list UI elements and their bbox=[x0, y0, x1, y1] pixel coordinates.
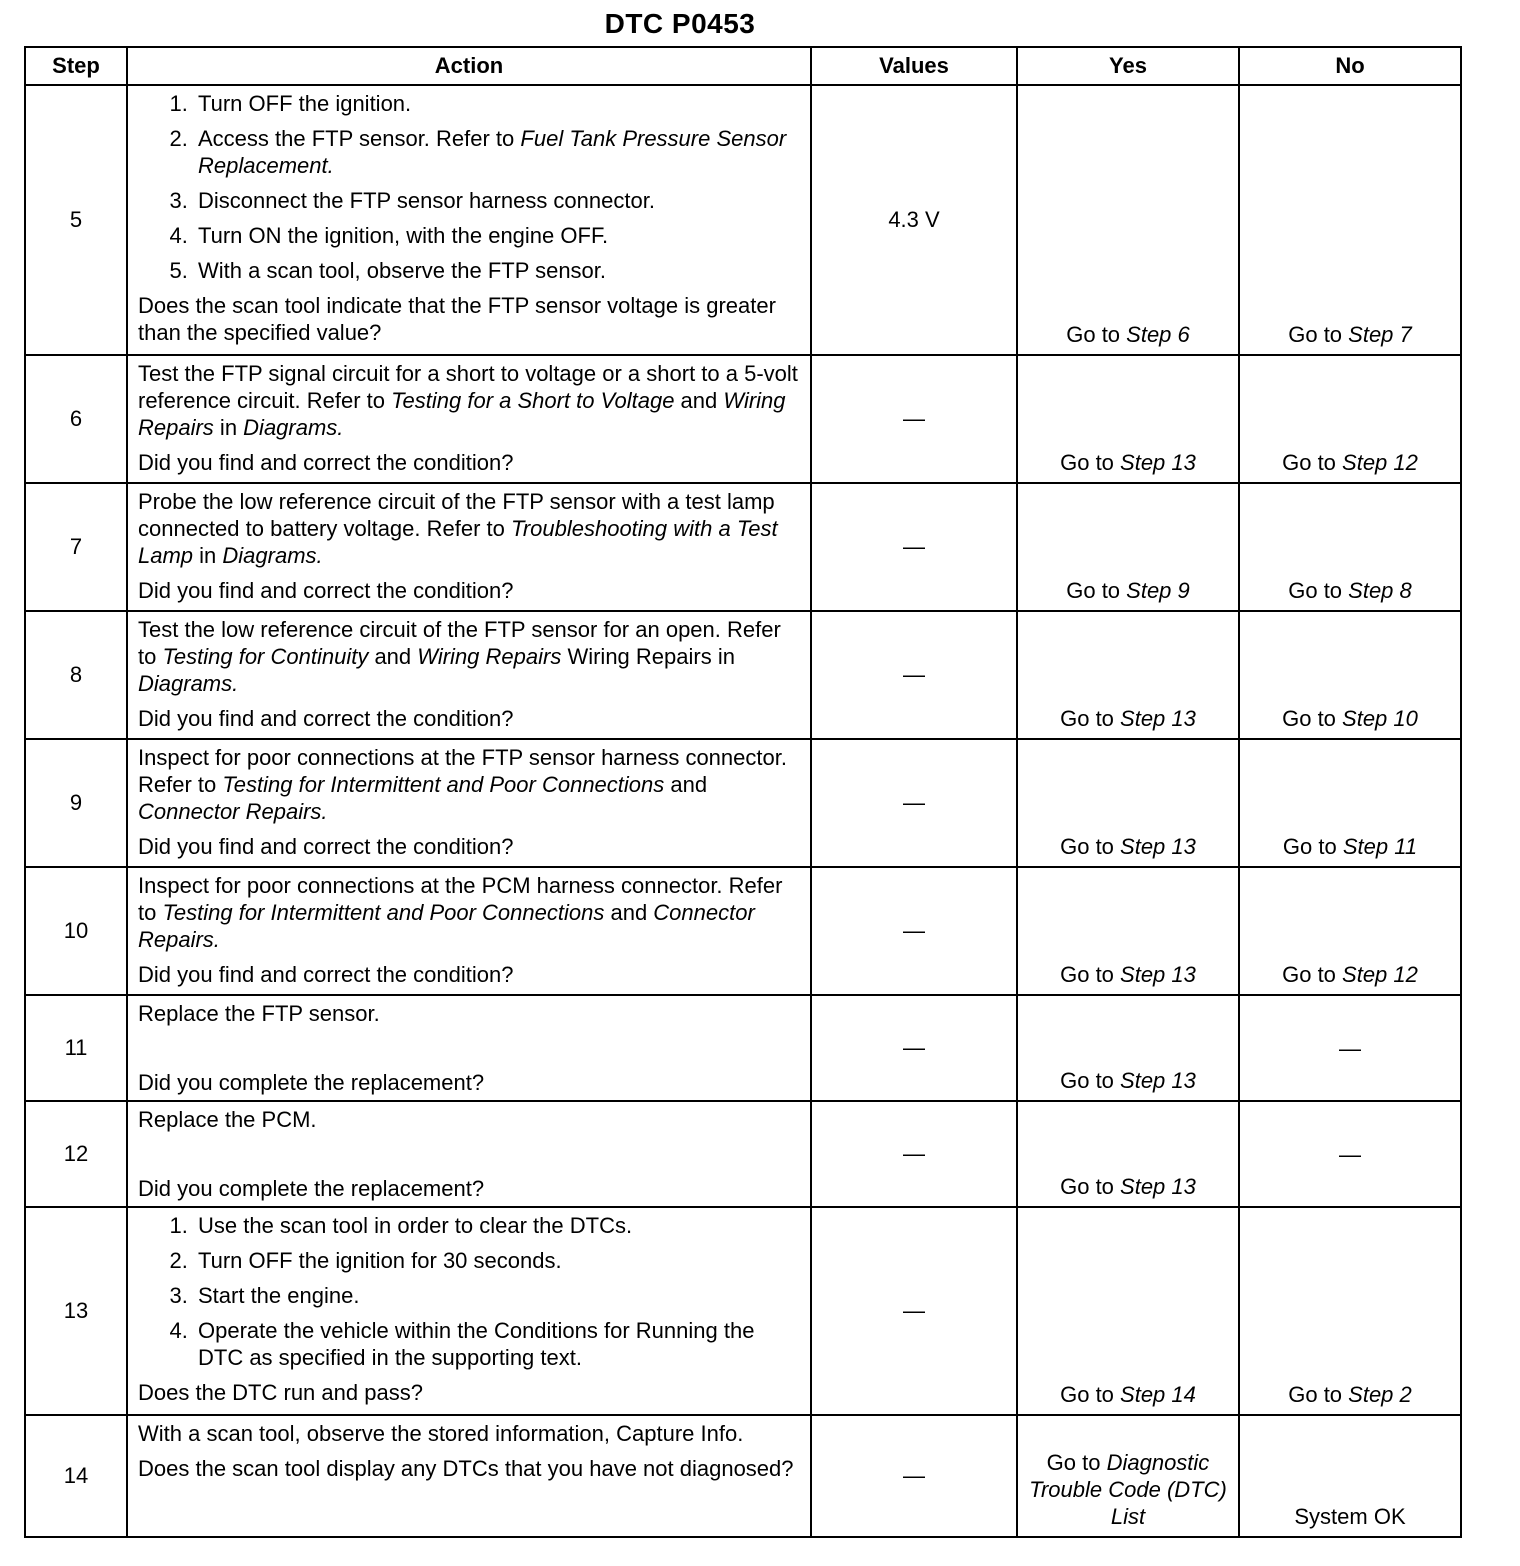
value-cell: — bbox=[811, 1415, 1017, 1537]
text-run: Use the scan tool in order to clear the DTCs. bbox=[198, 1213, 633, 1238]
step-number: 12 bbox=[25, 1101, 127, 1207]
text-run: Inspect for poor connections at the FTP sensor harness connector. Refer to bbox=[138, 745, 787, 797]
italic-reference: Step 13 bbox=[1120, 450, 1196, 475]
action-question: Did you complete the replacement? bbox=[138, 1176, 485, 1201]
italic-reference: Diagnostic Trouble Code (DTC) List bbox=[1029, 1450, 1227, 1529]
action-cell bbox=[127, 867, 811, 995]
italic-reference: Step 11 bbox=[1342, 834, 1418, 859]
italic-reference: Step 13 bbox=[1120, 962, 1196, 987]
italic-reference: Step 9 bbox=[1126, 578, 1190, 603]
action-steps-list bbox=[138, 1212, 800, 1371]
italic-reference: Testing for a Short to Voltage bbox=[391, 388, 675, 413]
action-instruction bbox=[138, 1420, 800, 1447]
text-run: Replace the FTP sensor. bbox=[138, 1001, 380, 1026]
italic-reference: Step 8 bbox=[1348, 578, 1412, 603]
italic-reference: Diagrams. bbox=[222, 543, 323, 568]
text-run: Go to bbox=[1060, 834, 1121, 859]
action-question: Did you find and correct the condition? bbox=[138, 450, 514, 475]
italic-reference: Step 10 bbox=[1342, 706, 1418, 731]
step-number: 8 bbox=[25, 611, 127, 739]
italic-reference: Wiring Repairs bbox=[138, 388, 786, 440]
action-step-item bbox=[194, 1247, 800, 1274]
yes-cell bbox=[1017, 867, 1239, 995]
text-run: Go to bbox=[1282, 450, 1343, 475]
text-run: Turn ON the ignition, with the engine OFF. bbox=[198, 223, 609, 248]
value-cell: — bbox=[811, 995, 1017, 1101]
italic-reference: Testing for Intermittent and Poor Connections bbox=[222, 772, 665, 797]
action-question: Did you complete the replacement? bbox=[138, 1070, 485, 1095]
no-cell bbox=[1239, 995, 1461, 1101]
text-run: and bbox=[674, 388, 724, 413]
text-run: — bbox=[1339, 1035, 1361, 1061]
no-cell bbox=[1239, 1101, 1461, 1207]
action-step-item bbox=[194, 90, 800, 117]
action-question: Did you find and correct the condition? bbox=[138, 962, 514, 987]
text-run: and bbox=[604, 900, 654, 925]
action-cell bbox=[127, 355, 811, 483]
step-number: 5 bbox=[25, 85, 127, 355]
step-number: 14 bbox=[25, 1415, 127, 1537]
text-run: Go to bbox=[1060, 1382, 1121, 1407]
action-cell bbox=[127, 85, 811, 355]
value-cell: — bbox=[811, 483, 1017, 611]
text-run: Probe the low reference circuit of the FTP sensor with a test lamp connected to battery voltage. Refer to bbox=[138, 489, 775, 541]
table-row bbox=[25, 355, 1461, 483]
table-row bbox=[25, 1415, 1461, 1537]
text-run: Turn OFF the ignition for 30 seconds. bbox=[198, 1248, 562, 1273]
value-cell: — bbox=[811, 739, 1017, 867]
step-number: 11 bbox=[25, 995, 127, 1101]
no-cell bbox=[1239, 1415, 1461, 1537]
action-cell bbox=[127, 611, 811, 739]
yes-cell bbox=[1017, 739, 1239, 867]
italic-reference: Connector Repairs. bbox=[138, 900, 755, 952]
header-values: Values bbox=[811, 47, 1017, 85]
action-cell bbox=[127, 1101, 811, 1207]
text-run: Go to bbox=[1060, 1174, 1121, 1199]
action-step-item bbox=[194, 125, 800, 179]
no-cell bbox=[1239, 867, 1461, 995]
action-instruction bbox=[138, 1000, 800, 1027]
action-instruction bbox=[138, 872, 800, 953]
text-run: and bbox=[368, 644, 418, 669]
italic-reference: Step 13 bbox=[1120, 834, 1196, 859]
italic-reference: Fuel Tank Pressure Sensor Replacement. bbox=[198, 126, 787, 178]
action-step-item bbox=[194, 222, 800, 249]
step-number: 9 bbox=[25, 739, 127, 867]
document-title: DTC P0453 bbox=[604, 8, 756, 39]
table-row bbox=[25, 85, 1461, 355]
text-run: Replace the PCM. bbox=[138, 1107, 317, 1132]
text-run: in bbox=[213, 415, 244, 440]
action-step-item bbox=[194, 1317, 800, 1371]
table-row bbox=[25, 483, 1461, 611]
italic-reference: Step 13 bbox=[1120, 706, 1196, 731]
text-run: Go to bbox=[1066, 578, 1127, 603]
table-row bbox=[25, 611, 1461, 739]
action-instruction bbox=[138, 616, 800, 697]
no-cell bbox=[1239, 611, 1461, 739]
yes-cell bbox=[1017, 1207, 1239, 1415]
value-cell: 4.3 V bbox=[811, 85, 1017, 355]
text-run: and bbox=[664, 772, 708, 797]
yes-cell bbox=[1017, 611, 1239, 739]
text-run: Go to bbox=[1060, 962, 1121, 987]
action-question: Did you find and correct the condition? bbox=[138, 706, 514, 731]
value-cell: — bbox=[811, 1207, 1017, 1415]
action-cell bbox=[127, 1207, 811, 1415]
yes-cell bbox=[1017, 355, 1239, 483]
italic-reference: Step 13 bbox=[1120, 1174, 1196, 1199]
step-number: 10 bbox=[25, 867, 127, 995]
step-number: 6 bbox=[25, 355, 127, 483]
action-instruction bbox=[138, 1106, 800, 1133]
action-cell bbox=[127, 483, 811, 611]
italic-reference: Step 14 bbox=[1120, 1382, 1196, 1407]
action-question: Does the scan tool display any DTCs that you have not diagnosed? bbox=[138, 1456, 794, 1481]
text-run: Go to bbox=[1066, 322, 1127, 347]
text-run: Wiring Repairs in bbox=[561, 644, 735, 669]
table-body bbox=[25, 85, 1461, 1537]
action-question: Does the scan tool indicate that the FTP sensor voltage is greater than the specified value? bbox=[138, 293, 776, 345]
header-action: Action bbox=[127, 47, 811, 85]
step-number: 13 bbox=[25, 1207, 127, 1415]
text-run: Inspect for poor connections at the PCM harness connector. Refer to bbox=[138, 873, 783, 925]
text-run: Turn OFF the ignition. bbox=[198, 91, 412, 116]
italic-reference: Connector Repairs. bbox=[138, 799, 328, 824]
step-number: 7 bbox=[25, 483, 127, 611]
table-header-row bbox=[25, 47, 1461, 85]
yes-cell bbox=[1017, 1415, 1239, 1537]
text-run: Go to bbox=[1282, 962, 1343, 987]
table-row bbox=[25, 739, 1461, 867]
italic-reference: Step 12 bbox=[1342, 962, 1418, 987]
text-run: — bbox=[1339, 1141, 1361, 1167]
italic-reference: Step 2 bbox=[1348, 1382, 1412, 1407]
value-cell: — bbox=[811, 867, 1017, 995]
no-cell bbox=[1239, 85, 1461, 355]
italic-reference: Testing for Continuity bbox=[162, 644, 369, 669]
yes-cell bbox=[1017, 1101, 1239, 1207]
action-question: Does the DTC run and pass? bbox=[138, 1380, 423, 1405]
italic-reference: Step 12 bbox=[1342, 450, 1418, 475]
text-run: Disconnect the FTP sensor harness connector. bbox=[198, 188, 655, 213]
table-row bbox=[25, 1101, 1461, 1207]
italic-reference: Step 6 bbox=[1126, 322, 1190, 347]
text-run: Go to bbox=[1060, 1068, 1121, 1093]
action-step-item bbox=[194, 187, 800, 214]
text-run: Go to bbox=[1282, 706, 1343, 731]
text-run: System OK bbox=[1294, 1504, 1406, 1529]
value-cell: — bbox=[811, 1101, 1017, 1207]
action-cell bbox=[127, 1415, 811, 1537]
no-cell bbox=[1239, 739, 1461, 867]
text-run: With a scan tool, observe the FTP sensor. bbox=[198, 258, 607, 283]
no-cell bbox=[1239, 355, 1461, 483]
action-question: Did you find and correct the condition? bbox=[138, 578, 514, 603]
header-no: No bbox=[1239, 47, 1461, 85]
text-run: Test the low reference circuit of the FTP sensor for an open. Refer to bbox=[138, 617, 781, 669]
text-run: With a scan tool, observe the stored information, Capture Info. bbox=[138, 1421, 744, 1446]
text-run: Go to bbox=[1060, 706, 1121, 731]
action-instruction bbox=[138, 744, 800, 825]
action-question: Did you find and correct the condition? bbox=[138, 834, 514, 859]
italic-reference: Testing for Intermittent and Poor Connections bbox=[162, 900, 605, 925]
table-row bbox=[25, 1207, 1461, 1415]
table-row bbox=[25, 995, 1461, 1101]
action-step-item bbox=[194, 1282, 800, 1309]
action-instruction bbox=[138, 360, 800, 441]
text-run: Start the engine. bbox=[198, 1283, 360, 1308]
value-cell: — bbox=[811, 611, 1017, 739]
header-step: Step bbox=[25, 47, 127, 85]
value-cell: — bbox=[811, 355, 1017, 483]
text-run: Operate the vehicle within the Conditions for Running the DTC as specified in the supporting text. bbox=[198, 1318, 755, 1370]
text-run: Test the FTP signal circuit for a short to voltage or a short to a 5-volt reference circuit. Refer to bbox=[138, 361, 798, 413]
text-run: Go to bbox=[1060, 450, 1121, 475]
action-step-item bbox=[194, 257, 800, 284]
text-run: Go to bbox=[1288, 1382, 1349, 1407]
diagnostic-table bbox=[24, 46, 1462, 1538]
yes-cell bbox=[1017, 85, 1239, 355]
header-yes: Yes bbox=[1017, 47, 1239, 85]
action-cell bbox=[127, 739, 811, 867]
italic-reference: Troubleshooting with a Test Lamp bbox=[138, 516, 778, 568]
italic-reference: Wiring Repairs bbox=[417, 644, 562, 669]
italic-reference: Step 13 bbox=[1120, 1068, 1196, 1093]
yes-cell bbox=[1017, 483, 1239, 611]
text-run: Go to bbox=[1282, 834, 1343, 859]
italic-reference: Step 7 bbox=[1348, 322, 1412, 347]
text-run: Go to bbox=[1288, 578, 1349, 603]
action-steps-list bbox=[138, 90, 800, 284]
text-run: Go to bbox=[1046, 1450, 1107, 1475]
action-instruction bbox=[138, 488, 800, 569]
action-cell bbox=[127, 995, 811, 1101]
text-run: Access the FTP sensor. Refer to bbox=[198, 126, 521, 151]
table-row bbox=[25, 867, 1461, 995]
no-cell bbox=[1239, 1207, 1461, 1415]
yes-cell bbox=[1017, 995, 1239, 1101]
no-cell bbox=[1239, 483, 1461, 611]
text-run: Go to bbox=[1288, 322, 1349, 347]
italic-reference: Diagrams. bbox=[243, 415, 344, 440]
text-run: in bbox=[193, 543, 223, 568]
action-step-item bbox=[194, 1212, 800, 1239]
italic-reference: Diagrams. bbox=[138, 671, 239, 696]
